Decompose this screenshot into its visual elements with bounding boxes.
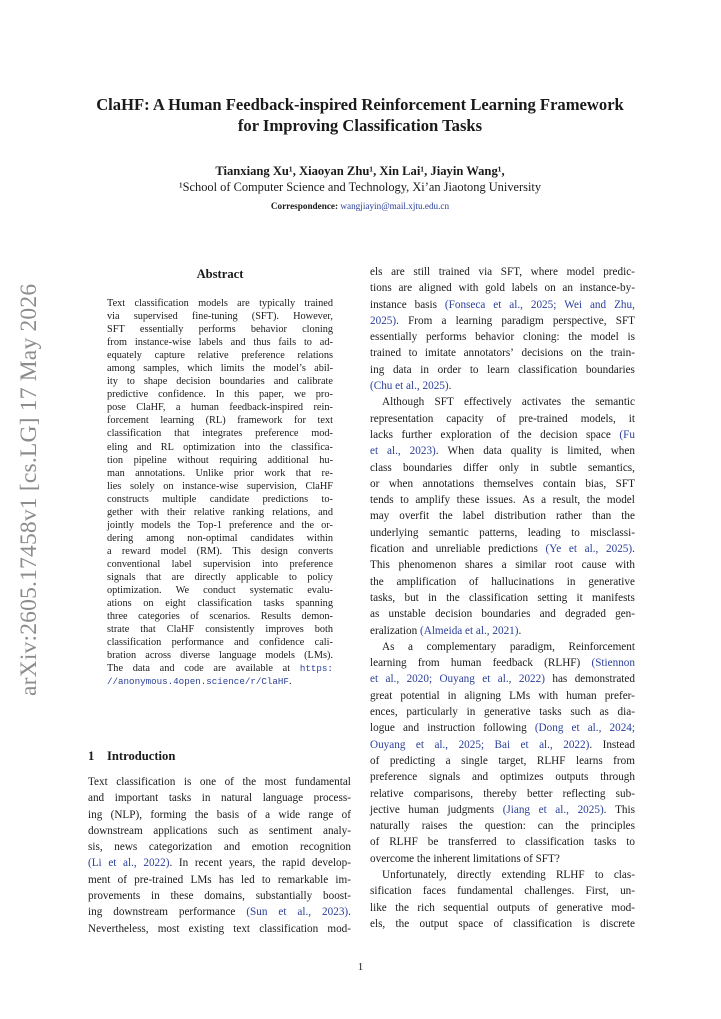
- citation-link[interactable]: 2025): [606, 543, 633, 556]
- body-column-right: [370, 264, 635, 932]
- abstract-line: lies solely on instance-wise supervision, ClaHF: [107, 480, 333, 492]
- abstract-line: a reward model (RM). This design converts: [107, 545, 333, 557]
- citation-link[interactable]: et: [482, 673, 491, 686]
- section-heading-introduction: [88, 748, 175, 764]
- abstract-line: among samples, which limits the model’s abil-: [107, 363, 333, 375]
- arxiv-identifier: arXiv:2605.17458v1 [cs.LG] 17 May 2026: [16, 283, 42, 696]
- citation-link[interactable]: et: [493, 298, 502, 311]
- code-link-continued[interactable]: //anonymous.4open.science/r/ClaHF: [107, 676, 289, 688]
- text-line: tasks, but in the classification setting it manifests: [370, 591, 635, 604]
- citation-link[interactable]: Ouyang: [439, 673, 475, 686]
- citation-link[interactable]: (Jiang: [502, 803, 531, 816]
- citation-link[interactable]: (Fonseca: [444, 298, 486, 311]
- text-line: instance basis (Fonseca et al., 2025; Wei and Zhu,: [370, 298, 635, 311]
- text-line: Unfortunately, directly extending RLHF to clas-: [382, 868, 635, 881]
- text-line: eralization (Almeida et al., 2021).: [370, 624, 522, 637]
- abstract-line: Text classification models are typically trained: [107, 298, 333, 309]
- citation-link[interactable]: 2022): [143, 857, 170, 870]
- text-line: and important tasks in natural language process-: [88, 792, 351, 805]
- citation-link[interactable]: al.,: [297, 906, 312, 919]
- abstract-line: jointly models the Top-1 preference and the or-: [107, 519, 333, 531]
- correspondence-email[interactable]: wangjiayin@mail.xjtu.edu.cn: [340, 201, 450, 211]
- body-column-left: [88, 774, 351, 937]
- text-line: tions are aligned with gold labels on an instance-by-: [370, 282, 635, 295]
- abstract-line: man annotations. Unlike prior work that re-: [107, 467, 333, 479]
- citation-link[interactable]: (Dong: [534, 722, 564, 735]
- abstract-line: ity to shape decision boundaries and calibrate: [107, 376, 333, 388]
- text-line: ing downstream performance (Sun et al., 2023).: [88, 906, 351, 919]
- abstract-line: [107, 675, 333, 688]
- abstract-line: predictive confidence. In this paper, we pro-: [107, 389, 333, 401]
- text-line: overcome the inherent limitations of SFT?: [370, 852, 560, 865]
- text-line: Text classification is one of the most fundamental: [88, 776, 351, 788]
- text-line: (Chu et al., 2025).: [370, 380, 452, 393]
- citation-link[interactable]: al.,: [497, 673, 512, 686]
- citation-link[interactable]: 2022): [563, 738, 590, 751]
- text-line: els, the output space of classification is discrete: [370, 917, 635, 930]
- text-line: This phenomenon shares a similar root cause with: [370, 559, 635, 572]
- citation-link[interactable]: al.,: [555, 803, 569, 816]
- text-line: like the rich sequential outputs of generative mod-: [370, 901, 635, 914]
- abstract-line: constructs multiple candidate predictions to-: [107, 493, 333, 505]
- text-line: Although SFT effectively activates the semantic: [382, 396, 635, 409]
- citation-link[interactable]: (Almeida et al., 2021): [420, 624, 519, 637]
- citation-link[interactable]: Zhu,: [614, 298, 635, 311]
- citation-link[interactable]: 2025;: [530, 298, 557, 311]
- citation-link[interactable]: et: [538, 803, 547, 816]
- citation-link[interactable]: et: [370, 445, 379, 458]
- abstract-line: gether with their relative ranking relations, and: [107, 506, 333, 518]
- text-line: et al., 2023). When data quality is limited, when: [370, 445, 635, 458]
- citation-link[interactable]: 2023): [409, 445, 436, 458]
- citation-link[interactable]: 2025): [370, 314, 397, 327]
- text-line: of RLHF be transferred to classification tasks to: [370, 836, 635, 849]
- citation-link[interactable]: (Fu: [619, 428, 635, 441]
- text-line: lacks further exploration of the decision space (Fu: [370, 428, 635, 441]
- citation-link[interactable]: (Sun: [246, 906, 268, 919]
- abstract-line: SFT essentially performs behavior cloning: [107, 324, 333, 336]
- citation-link[interactable]: 2020;: [406, 673, 433, 686]
- citation-link[interactable]: et: [415, 738, 424, 751]
- correspondence-label: Correspondence:: [270, 201, 339, 211]
- citation-link[interactable]: 2023): [322, 906, 349, 919]
- text-line: sis, news categorization and emotion recognition: [88, 841, 351, 854]
- text-line: relative comparisons, thereby better reflecting sub-: [370, 787, 635, 800]
- text-line: Nevertheless, most existing text classification mod-: [88, 922, 351, 935]
- text-line: ment of pre-trained LMs has led to remarkable im-: [88, 873, 351, 886]
- text-line: as unstable decision boundaries and degraded gen-: [370, 608, 635, 621]
- text-line: els are still trained via SFT, where model predic-: [370, 266, 635, 278]
- text-line: of predicting a single target, RLHF learns from: [370, 754, 635, 767]
- abstract-line: via supervised fine-tuning (SFT). However,: [107, 311, 333, 323]
- text-line: underlying semantic patterns, leading to misclassi-: [370, 526, 635, 539]
- abstract-line: tion pipeline without requiring additional hu-: [107, 454, 333, 466]
- citation-link[interactable]: (Li: [88, 857, 102, 870]
- text-line: essentially performs behavior cloning: the model is: [370, 331, 635, 344]
- citation-link[interactable]: al.,: [385, 673, 400, 686]
- abstract-line: forcement learning (RL) framework for text: [107, 415, 333, 427]
- correspondence: [60, 200, 660, 212]
- abstract-line: strate that ClaHF consistently improves both: [107, 624, 333, 636]
- citation-link[interactable]: (Stiennon: [591, 657, 635, 670]
- citation-link[interactable]: (Chu et al., 2025): [370, 380, 449, 393]
- citation-link[interactable]: et: [568, 543, 577, 556]
- paper-title: [60, 94, 660, 136]
- citation-link[interactable]: al.,: [387, 445, 401, 458]
- citation-link[interactable]: 2025;: [458, 738, 485, 751]
- section-number: 1: [88, 749, 95, 763]
- text-line: learning from human feedback (RLHF) (Stiennon: [370, 657, 635, 670]
- text-line: (Li et al., 2022). In recent years, the rapid develop-: [88, 857, 351, 870]
- abstract-line: eling and RL optimization into the classifica-: [107, 441, 333, 453]
- text-line: may overfit the label distribution rather than the: [370, 510, 635, 523]
- citation-link[interactable]: et: [278, 906, 287, 919]
- text-line: As a complementary paradigm, Reinforcement: [382, 640, 635, 653]
- text-line: Ouyang et al., 2025; Bai et al., 2022). Instead: [370, 738, 635, 751]
- text-line: representation capacity of pre-trained models, it: [370, 412, 635, 425]
- abstract-line: ations on eight classification tasks spanning: [107, 598, 333, 610]
- citation-link[interactable]: al.,: [509, 298, 523, 311]
- code-link[interactable]: https:: [299, 663, 333, 675]
- text-line: fication and unreliable predictions (Ye et al., 2025).: [370, 543, 635, 556]
- section-title: Introduction: [107, 749, 176, 763]
- text-line: ing (NLP), forming the basis of a wide range of: [88, 808, 351, 821]
- author-list: Tianxiang Xu¹, Xiaoyan Zhu¹, Xin Lai¹, Jiayin Wang¹,: [215, 164, 505, 178]
- text-line: class boundaries differ only in subtle semantics,: [370, 461, 635, 474]
- text-line: jective human judgments (Jiang et al., 2025). This: [370, 803, 635, 816]
- citation-link[interactable]: et: [108, 857, 117, 870]
- text-line: 2025). From a learning paradigm perspective, SFT: [370, 314, 635, 327]
- text-line: ences, particularly in generative tasks such as dia-: [370, 706, 635, 719]
- abstract-line: three categories of scenarios. Results demon-: [107, 611, 333, 623]
- text-line: preference signals and optimizes outputs through: [370, 771, 635, 784]
- punctuation: .: [288, 676, 292, 688]
- citation-link[interactable]: al.,: [587, 722, 602, 735]
- text-line: logue and instruction following (Dong et al., 2024;: [370, 722, 635, 735]
- citation-link[interactable]: Wei: [564, 298, 583, 311]
- abstract-line: from instance-wise labels and thus fails to ad-: [107, 337, 333, 349]
- affiliation: ¹School of Computer Science and Technology, Xi’an Jiaotong University: [178, 180, 542, 194]
- citation-link[interactable]: et: [370, 673, 379, 686]
- abstract-line: conventional label supervision into preference: [107, 558, 333, 570]
- abstract-line: The data and code are available at https:: [107, 663, 333, 675]
- page-number: 1: [357, 961, 364, 973]
- text-line: ing data in order to learn classification boundaries: [370, 363, 635, 376]
- title-line-1: ClaHF: A Human Feedback-inspired Reinforcement Learning Framework: [96, 95, 624, 114]
- citation-link[interactable]: (Ye: [545, 543, 562, 556]
- citation-link[interactable]: et: [520, 738, 529, 751]
- abstract-line: equately capture relative preference relations: [107, 350, 333, 362]
- abstract-line: signals that are directly applicable to policy: [107, 571, 333, 583]
- text-line: downstream applications such as sentiment analy-: [88, 824, 351, 837]
- abstract-line: bration across diverse language models (LMs).: [107, 650, 333, 662]
- citation-link[interactable]: Ouyang: [370, 738, 406, 751]
- text-line: tends to amplify these issues. As a result, the model: [370, 494, 635, 507]
- citation-link[interactable]: 2025): [577, 803, 604, 816]
- abstract-line: dering among non-optimal candidates within: [107, 532, 333, 544]
- text-line: or when annotations themselves contain bias, SFT: [370, 477, 635, 490]
- citation-link[interactable]: and: [589, 298, 607, 311]
- citation-link[interactable]: et: [571, 722, 580, 735]
- citation-link[interactable]: al.,: [584, 543, 599, 556]
- abstract-line: pose ClaHF, a human feedback-inspired rein-: [107, 402, 333, 414]
- text-line: great potential in aligning LMs with human prefer-: [370, 689, 635, 702]
- abstract-line: optimization. We conduct systematic evalu-: [107, 585, 333, 597]
- citation-link[interactable]: al.,: [434, 738, 449, 751]
- title-line-2: for Improving Classification Tasks: [237, 116, 483, 135]
- abstract-heading: Abstract: [196, 267, 244, 281]
- text-line: provements in these domains, substantially boost-: [88, 890, 351, 903]
- abstract-line: classification that integrates preference mod-: [107, 428, 333, 440]
- citation-link[interactable]: 2022): [518, 673, 545, 686]
- abstract-body: [107, 297, 333, 688]
- text-line: naturally raises the question: can the principles: [370, 820, 635, 833]
- abstract-line: classification performance and confidence cali-: [107, 637, 333, 649]
- citation-link[interactable]: 2024;: [609, 722, 635, 735]
- text-line: trained to imitate annotators’ decisions on the train-: [370, 347, 635, 360]
- text-line: sification faces fundamental challenges. First, un-: [370, 885, 635, 898]
- citation-link[interactable]: Bai: [494, 738, 511, 751]
- citation-link[interactable]: al.,: [539, 738, 553, 751]
- citation-link[interactable]: al.,: [123, 857, 137, 870]
- text-line: et al., 2020; Ouyang et al., 2022) has demonstrated: [370, 673, 635, 686]
- text-line: the amplification of hallucinations in generative: [370, 575, 635, 588]
